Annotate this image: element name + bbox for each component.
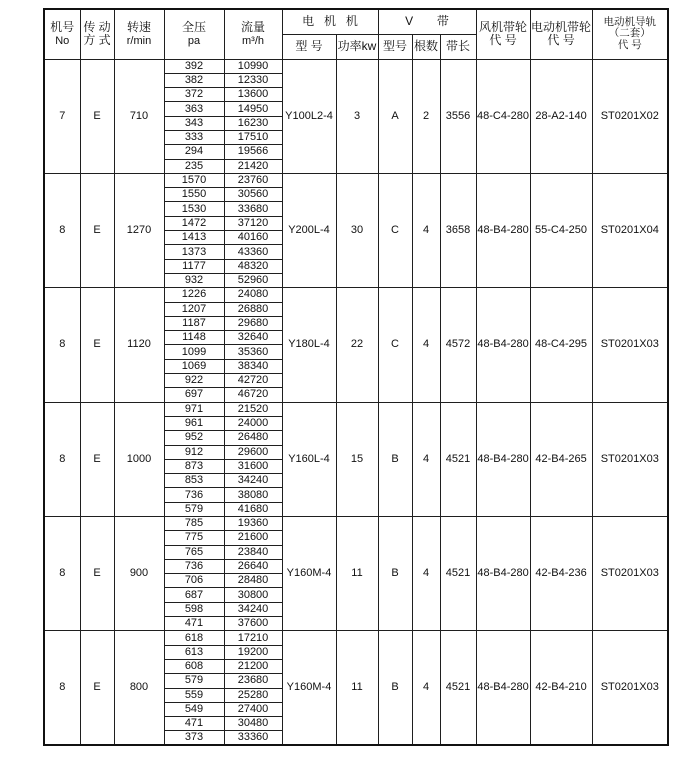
header-speed: 转速 r/min	[114, 9, 164, 59]
header-vbelt-length: 带长	[440, 34, 476, 59]
pressure-cell: 613	[164, 645, 224, 659]
motor-pulley-cell: 42-B4-210	[530, 631, 592, 745]
belt-length-cell: 4521	[440, 631, 476, 745]
belt-count-cell: 4	[412, 631, 440, 745]
motor-model-cell: Y160L-4	[282, 402, 336, 516]
pressure-cell: 471	[164, 717, 224, 731]
pressure-cell: 736	[164, 559, 224, 573]
flow-cell: 37120	[224, 216, 282, 230]
pressure-cell: 1570	[164, 173, 224, 187]
flow-cell: 30480	[224, 717, 282, 731]
pressure-cell: 549	[164, 702, 224, 716]
rail-code-cell: ST0201X04	[592, 173, 668, 287]
belt-length-cell: 4572	[440, 288, 476, 402]
header-drive-mode: 传 动 方 式	[80, 9, 114, 59]
flow-cell: 41680	[224, 502, 282, 516]
pressure-cell: 687	[164, 588, 224, 602]
flow-cell: 43360	[224, 245, 282, 259]
flow-cell: 21600	[224, 531, 282, 545]
rail-code-cell: ST0201X02	[592, 59, 668, 173]
belt-length-cell: 3658	[440, 173, 476, 287]
belt-type-cell: B	[378, 517, 412, 631]
pressure-cell: 579	[164, 674, 224, 688]
flow-cell: 21200	[224, 659, 282, 673]
pressure-cell: 853	[164, 474, 224, 488]
belt-length-cell: 4521	[440, 402, 476, 516]
pressure-cell: 579	[164, 502, 224, 516]
machine-no-cell: 8	[44, 173, 80, 287]
pressure-cell: 598	[164, 602, 224, 616]
fan-pulley-cell: 48-C4-280	[476, 59, 530, 173]
pressure-cell: 618	[164, 631, 224, 645]
flow-cell: 34240	[224, 602, 282, 616]
pressure-cell: 785	[164, 517, 224, 531]
pressure-cell: 294	[164, 145, 224, 159]
flow-cell: 38340	[224, 359, 282, 373]
rail-code-cell: ST0201X03	[592, 517, 668, 631]
belt-length-cell: 4521	[440, 517, 476, 631]
pressure-cell: 706	[164, 574, 224, 588]
belt-count-cell: 2	[412, 59, 440, 173]
flow-cell: 21520	[224, 402, 282, 416]
speed-cell: 1000	[114, 402, 164, 516]
header-flow: 流量 m³/h	[224, 9, 282, 59]
pressure-cell: 373	[164, 731, 224, 745]
header-motor-rail: 电动机导轨 （二套） 代 号	[592, 9, 668, 59]
fan-pulley-cell: 48-B4-280	[476, 173, 530, 287]
flow-cell: 37600	[224, 617, 282, 631]
flow-cell: 33680	[224, 202, 282, 216]
flow-cell: 21420	[224, 159, 282, 173]
motor-power-cell: 3	[336, 59, 378, 173]
flow-cell: 16230	[224, 116, 282, 130]
belt-count-cell: 4	[412, 402, 440, 516]
motor-pulley-cell: 42-B4-236	[530, 517, 592, 631]
flow-cell: 38080	[224, 488, 282, 502]
belt-type-cell: A	[378, 59, 412, 173]
belt-type-cell: C	[378, 173, 412, 287]
header-motor-group: 电 机 机	[282, 9, 378, 34]
belt-count-cell: 4	[412, 517, 440, 631]
header-fan-pulley: 风机带轮 代 号	[476, 9, 530, 59]
flow-cell: 30800	[224, 588, 282, 602]
flow-cell: 34240	[224, 474, 282, 488]
pressure-cell: 736	[164, 488, 224, 502]
pressure-cell: 372	[164, 88, 224, 102]
pressure-cell: 392	[164, 59, 224, 73]
flow-cell: 19200	[224, 645, 282, 659]
flow-cell: 17510	[224, 130, 282, 144]
motor-power-cell: 11	[336, 517, 378, 631]
flow-cell: 19566	[224, 145, 282, 159]
pressure-cell: 363	[164, 102, 224, 116]
motor-model-cell: Y200L-4	[282, 173, 336, 287]
speed-cell: 1270	[114, 173, 164, 287]
header-vbelt-model: 型号	[378, 34, 412, 59]
pressure-cell: 1226	[164, 288, 224, 302]
table-row	[44, 517, 668, 531]
table-row	[44, 173, 668, 187]
motor-model-cell: Y180L-4	[282, 288, 336, 402]
speed-cell: 710	[114, 59, 164, 173]
machine-no-cell: 8	[44, 631, 80, 745]
machine-no-cell: 8	[44, 288, 80, 402]
speed-cell: 1120	[114, 288, 164, 402]
table-row	[44, 288, 668, 302]
machine-no-cell: 8	[44, 402, 80, 516]
header-pressure: 全压 pa	[164, 9, 224, 59]
flow-cell: 27400	[224, 702, 282, 716]
drive-mode-cell: E	[80, 59, 114, 173]
speed-cell: 900	[114, 517, 164, 631]
header-vbelt-count: 根数	[412, 34, 440, 59]
motor-power-cell: 15	[336, 402, 378, 516]
pressure-cell: 559	[164, 688, 224, 702]
pressure-cell: 235	[164, 159, 224, 173]
flow-cell: 29600	[224, 445, 282, 459]
header-vbelt-group: V 带	[378, 9, 476, 34]
header-motor-model: 型 号	[282, 34, 336, 59]
fan-pulley-cell: 48-B4-280	[476, 631, 530, 745]
motor-pulley-cell: 48-C4-295	[530, 288, 592, 402]
pressure-cell: 471	[164, 617, 224, 631]
flow-cell: 24000	[224, 416, 282, 430]
drive-mode-cell: E	[80, 631, 114, 745]
flow-cell: 52960	[224, 273, 282, 287]
motor-model-cell: Y160M-4	[282, 517, 336, 631]
pressure-cell: 971	[164, 402, 224, 416]
motor-power-cell: 11	[336, 631, 378, 745]
pressure-cell: 1413	[164, 231, 224, 245]
pressure-cell: 1373	[164, 245, 224, 259]
flow-cell: 33360	[224, 731, 282, 745]
pressure-cell: 1177	[164, 259, 224, 273]
flow-cell: 35360	[224, 345, 282, 359]
pressure-cell: 1099	[164, 345, 224, 359]
pressure-cell: 922	[164, 374, 224, 388]
drive-mode-cell: E	[80, 402, 114, 516]
motor-model-cell: Y100L2-4	[282, 59, 336, 173]
pressure-cell: 961	[164, 416, 224, 430]
drive-mode-cell: E	[80, 173, 114, 287]
motor-power-cell: 30	[336, 173, 378, 287]
belt-length-cell: 3556	[440, 59, 476, 173]
pressure-cell: 1530	[164, 202, 224, 216]
pressure-cell: 333	[164, 130, 224, 144]
flow-cell: 19360	[224, 517, 282, 531]
flow-cell: 10990	[224, 59, 282, 73]
flow-cell: 26640	[224, 559, 282, 573]
motor-model-cell: Y160M-4	[282, 631, 336, 745]
flow-cell: 30560	[224, 188, 282, 202]
drive-mode-cell: E	[80, 517, 114, 631]
belt-type-cell: C	[378, 288, 412, 402]
motor-power-cell: 22	[336, 288, 378, 402]
fan-pulley-cell: 48-B4-280	[476, 517, 530, 631]
drive-mode-cell: E	[80, 288, 114, 402]
flow-cell: 31600	[224, 459, 282, 473]
table-row	[44, 402, 668, 416]
flow-cell: 25280	[224, 688, 282, 702]
pressure-cell: 952	[164, 431, 224, 445]
flow-cell: 48320	[224, 259, 282, 273]
flow-cell: 13600	[224, 88, 282, 102]
pressure-cell: 697	[164, 388, 224, 402]
pressure-cell: 1207	[164, 302, 224, 316]
pressure-cell: 1148	[164, 331, 224, 345]
pressure-cell: 1472	[164, 216, 224, 230]
speed-cell: 800	[114, 631, 164, 745]
header-motor-power: 功率kw	[336, 34, 378, 59]
table-row	[44, 59, 668, 73]
pressure-cell: 1187	[164, 316, 224, 330]
pressure-cell: 1550	[164, 188, 224, 202]
motor-pulley-cell: 55-C4-250	[530, 173, 592, 287]
flow-cell: 12330	[224, 73, 282, 87]
flow-cell: 26880	[224, 302, 282, 316]
pressure-cell: 608	[164, 659, 224, 673]
flow-cell: 29680	[224, 316, 282, 330]
flow-cell: 28480	[224, 574, 282, 588]
flow-cell: 32640	[224, 331, 282, 345]
header-row-1	[44, 9, 668, 34]
flow-cell: 42720	[224, 374, 282, 388]
fan-spec-table	[43, 8, 669, 746]
flow-cell: 24080	[224, 288, 282, 302]
pressure-cell: 765	[164, 545, 224, 559]
fan-pulley-cell: 48-B4-280	[476, 402, 530, 516]
machine-no-cell: 7	[44, 59, 80, 173]
rail-code-cell: ST0201X03	[592, 288, 668, 402]
pressure-cell: 382	[164, 73, 224, 87]
pressure-cell: 912	[164, 445, 224, 459]
header-motor-pulley: 电动机带轮 代 号	[530, 9, 592, 59]
belt-type-cell: B	[378, 402, 412, 516]
rail-code-cell: ST0201X03	[592, 631, 668, 745]
flow-cell: 23840	[224, 545, 282, 559]
flow-cell: 26480	[224, 431, 282, 445]
belt-type-cell: B	[378, 631, 412, 745]
machine-no-cell: 8	[44, 517, 80, 631]
motor-pulley-cell: 42-B4-265	[530, 402, 592, 516]
pressure-cell: 873	[164, 459, 224, 473]
flow-cell: 14950	[224, 102, 282, 116]
pressure-cell: 932	[164, 273, 224, 287]
pressure-cell: 775	[164, 531, 224, 545]
flow-cell: 46720	[224, 388, 282, 402]
belt-count-cell: 4	[412, 173, 440, 287]
motor-pulley-cell: 28-A2-140	[530, 59, 592, 173]
flow-cell: 23760	[224, 173, 282, 187]
flow-cell: 23680	[224, 674, 282, 688]
belt-count-cell: 4	[412, 288, 440, 402]
header-machine-no: 机号 No	[44, 9, 80, 59]
fan-pulley-cell: 48-B4-280	[476, 288, 530, 402]
flow-cell: 17210	[224, 631, 282, 645]
pressure-cell: 343	[164, 116, 224, 130]
rail-code-cell: ST0201X03	[592, 402, 668, 516]
flow-cell: 40160	[224, 231, 282, 245]
pressure-cell: 1069	[164, 359, 224, 373]
table-row	[44, 631, 668, 645]
